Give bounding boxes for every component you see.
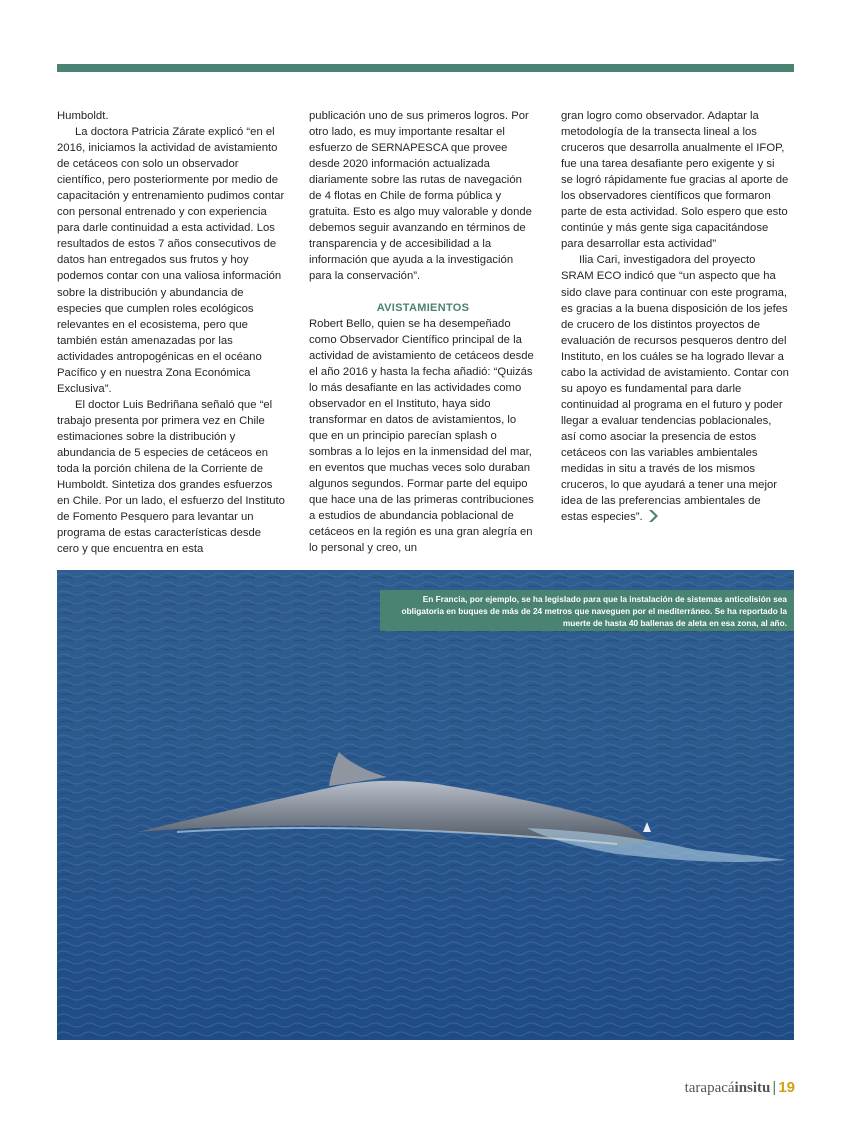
article-column-1 (57, 108, 285, 557)
header-rule (57, 64, 794, 72)
paragraph (561, 252, 789, 525)
publication-name (685, 1080, 771, 1096)
brand-bold: insitu (734, 1080, 771, 1096)
footer-separator: | (772, 1079, 777, 1096)
photo-caption: En Francia, por ejemplo, se ha legislado para que la instalación de sistemas anticolisión sea obligatoria en buques de más de 24 metros que naveguen por el mediterráneo. Se ha reportado la muerte de hasta 40 ballenas de aleta en esa zona, al año. (380, 590, 794, 631)
article-column-3 (561, 108, 789, 525)
paragraph: publicación uno de sus primeros logros. Por otro lado, es muy importante resaltar el esfuerzo de SERNAPESCA que provee desde 2020 información actualizada diariamente sobre las rutas de navegación de 4 flotas en Chile de forma pública y gratuita. Esto es algo muy valorable y donde debemos seguir avanzando en términos de transparencia y de accesibilidad a la información que ayuda a la investigación para la conservación”. (309, 110, 532, 283)
brand-regular: tarapacá (684, 1080, 735, 1096)
whale-photo (57, 570, 794, 1040)
paragraph-text: Ilia Cari, investigadora del proyecto SRAM ECO indicó que “un aspecto que ha sido clave para continuar con este programa, es gracias a la buena disposición de los jefes de crucero de los distintos proyectos de evaluación de recursos pesqueros dentro del Instituto, en los cuáles se ha logrado llevar a cabo la actividad de avistamiento. Contar con su apoyo es fundamental para darle continuidad al programa en el futuro y poder llegar a evaluar tendencias poblacionales, así como asociar la presencia de estos cetáceos con las variables ambientales medidas in situ a través de los mismos cruceros, lo que ayudará a tener una mejor idea de las preferencias ambientales de estas especies”. (561, 254, 789, 524)
paragraph: Robert Bello, quien se ha desempeñado como Observador Científico principal de la actividad de avistamiento de cetáceos desde el año 2016 y hasta la fecha añadió: “Quizás lo más desafiante en las actividades como observador en el Instituto, haya sido transformar en datos de avistamientos, lo que en un principio parecían splash o sombras a lo lejos en la inmensidad del mar, en eventos que muchas veces solo duraban algunos segundos. Formar parte del equipo que hace una de las primeras contribuciones a estudios de abundancia poblacional de cetáceos en la región es una gran alegría en lo personal y creo, un (309, 317, 534, 555)
paragraph: El doctor Luis Bedriñana señaló que “el trabajo presenta por primera vez en Chile estimaciones sobre la distribución y abundancia de 5 especies de cetáceos en toda la porción chilena de la Corriente de Humboldt. Sintetiza dos grandes esfuerzos en Chile. Por un lado, el esfuerzo del Instituto de Fomento Pesquero para levantar un programa de estas características desde cero y que encuentra en esta (57, 398, 285, 556)
page-footer (685, 1079, 795, 1097)
whale-illustration (57, 570, 794, 1040)
paragraph: La doctora Patricia Zárate explicó “en el 2016, iniciamos la actividad de avistamiento de cetáceos con solo un observador científico, pero posteriormente por medio de capacitación y entrenamiento pudimos contar con personal entrenado y con experiencia para darle continuidad a esta actividad. Los resultados de estos 7 años consecutivos de datos han entregados sus frutos y hoy podemos contar con una valiosa información sobre la distribución y abundancia de especies que cumplen roles ecológicos relevantes en el ecosistema, pero que también están amenazadas por las actividades antropogénicas en el océano Pacífico y en nuestra Zona Económica Exclusiva”. (57, 126, 285, 395)
section-heading: AVISTAMIENTOS (376, 301, 470, 314)
paragraph: Humboldt. (57, 110, 109, 122)
chevron-right-icon (646, 509, 660, 523)
paragraph: gran logro como observador. Adaptar la metodología de la transecta lineal a los cruceros que desarrolla anualmente el IFOP, fue una tarea desafiante pero exigente y si se logró rápidamente fue gracias al aporte de los observadores científicos que formaron parte de esta actividad. Solo espero que esto continúe y más gente siga capacitándose para desarrollar esta actividad” (561, 110, 789, 251)
article-column-2 (309, 108, 537, 556)
page-number: 19 (778, 1079, 795, 1096)
